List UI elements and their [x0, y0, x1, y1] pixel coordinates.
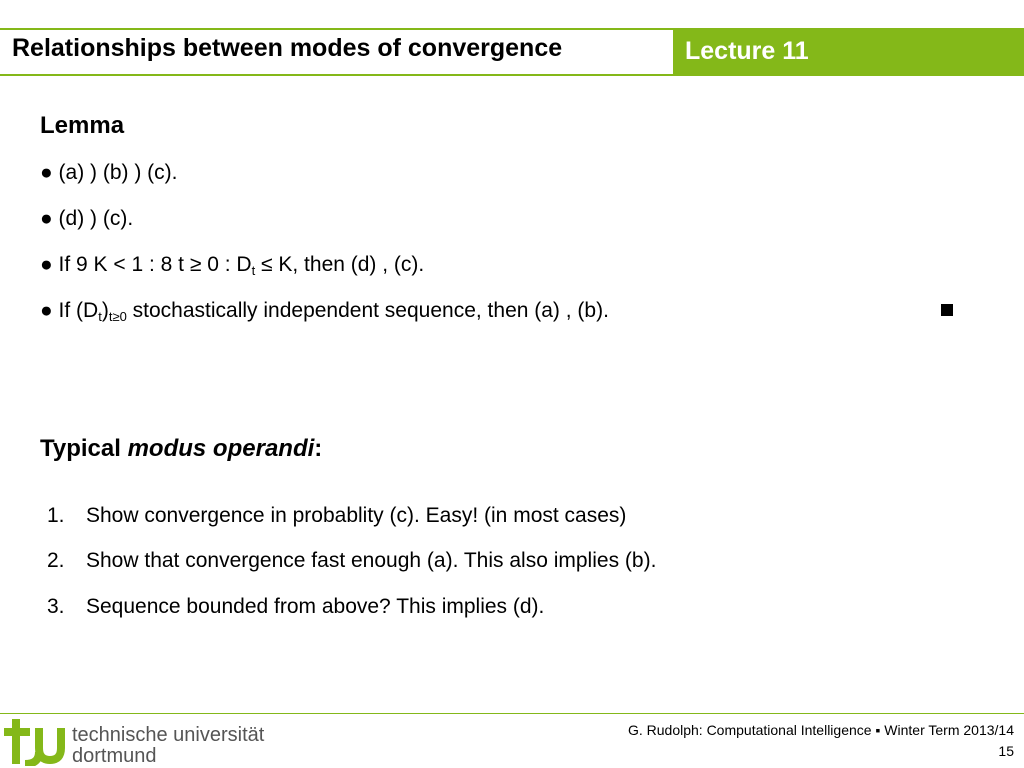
- lemma-item-1: [40, 161, 178, 185]
- university-name-line2: dortmund: [72, 745, 157, 767]
- lemma-item-text: (a) ) (b) ) (c).: [58, 161, 178, 184]
- subscript: t: [98, 309, 102, 324]
- lemma-item-text-mid: ): [101, 299, 109, 322]
- modus-heading-italic: modus operandi: [127, 435, 315, 462]
- page-number: 15: [998, 743, 1014, 759]
- step-text: Show convergence in probablity (c). Easy! (in most cases): [86, 504, 627, 527]
- bullet: ●: [40, 299, 53, 322]
- modus-heading-plain: Typical: [40, 435, 128, 462]
- lemma-item-4: [40, 299, 609, 323]
- tu-logo-icon: [3, 716, 67, 766]
- bullet: ●: [40, 253, 53, 276]
- step-text: Show that convergence fast enough (a). This also implies (b).: [86, 549, 657, 572]
- modus-heading-colon: :: [314, 435, 323, 462]
- qed-square-icon: [941, 304, 953, 316]
- modus-heading: [40, 435, 322, 463]
- lemma-item-text-pre: If (D: [58, 299, 99, 322]
- lecture-label: Lecture 11: [685, 37, 809, 65]
- step-number: 2.: [47, 549, 65, 572]
- university-name-line1: technische universität: [72, 724, 265, 746]
- bullet: ●: [40, 161, 53, 184]
- bullet: ●: [40, 207, 53, 230]
- subscript: t: [251, 263, 256, 278]
- lemma-item-text-post: ≤ K, then (d) , (c).: [255, 253, 425, 276]
- footer-rule: [0, 713, 1024, 714]
- step-number: 1.: [47, 504, 65, 527]
- lemma-item-text-pre: If 9 K < 1 : 8 t ≥ 0 : D: [58, 253, 252, 276]
- slide-title: Relationships between modes of convergence: [12, 34, 563, 62]
- lecture-badge: [673, 30, 1024, 74]
- footer-credit: G. Rudolph: Computational Intelligence ▪ Winter Term 2013/14: [627, 722, 1014, 738]
- lemma-heading: Lemma: [40, 112, 125, 139]
- header-bottom-rule: [0, 74, 1024, 76]
- step-text: Sequence bounded from above? This implies (d).: [86, 595, 545, 618]
- lemma-item-2: [40, 207, 133, 231]
- step-number: 3.: [47, 595, 65, 618]
- lemma-item-text: (d) ) (c).: [58, 207, 134, 230]
- lemma-item-3: [40, 253, 424, 277]
- subscript: t≥0: [108, 309, 127, 324]
- lemma-item-text-post: stochastically independent sequence, then (a) , (b).: [126, 299, 609, 322]
